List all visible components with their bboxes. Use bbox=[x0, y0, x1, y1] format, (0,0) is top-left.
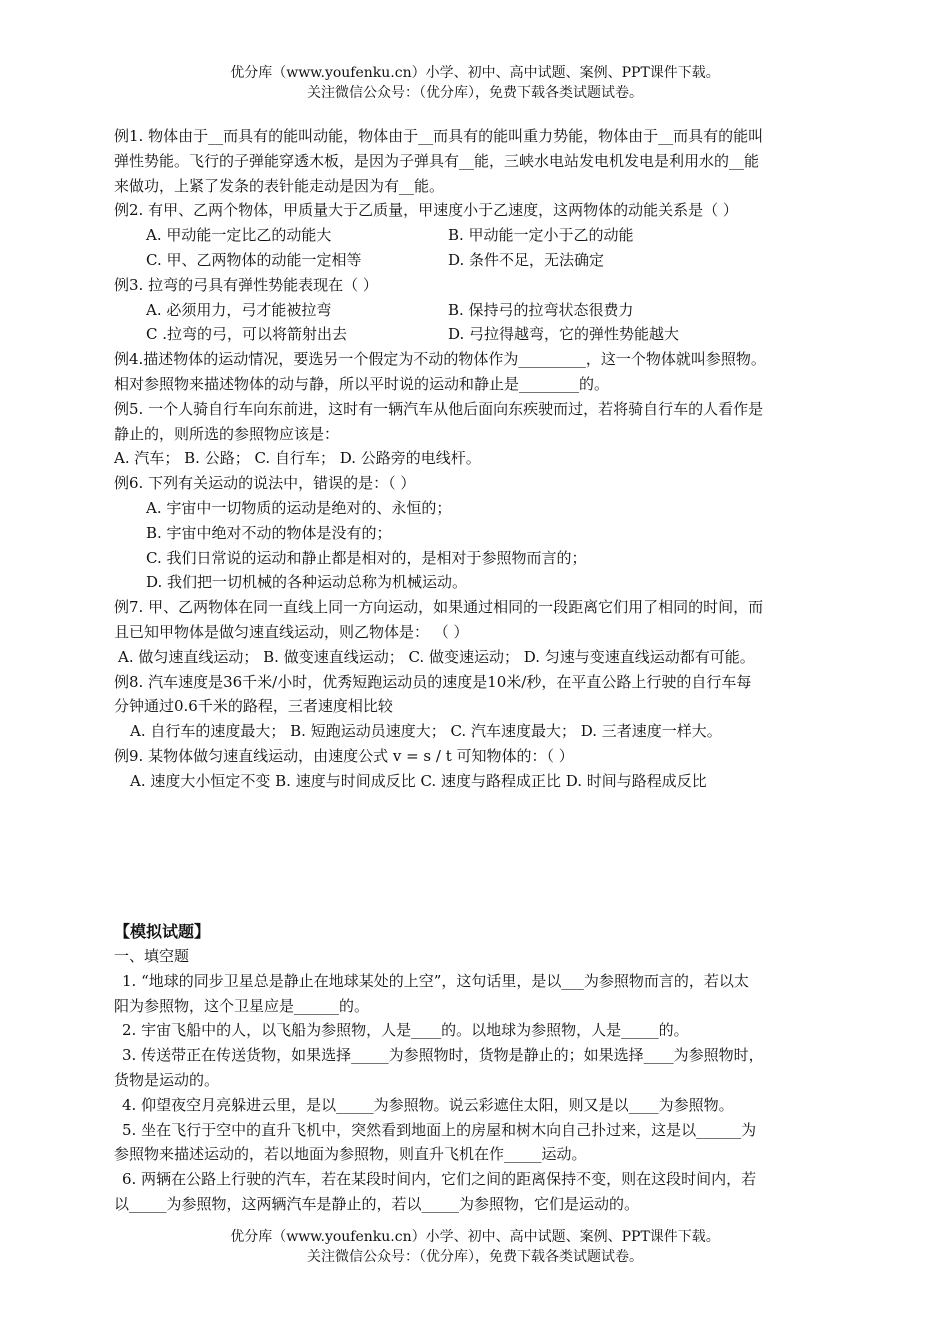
footer-line-2: 关注微信公众号：（优分库），免费下载各类试题试卷。 bbox=[307, 1249, 643, 1265]
fill-question-5-line-2: 参照物来描述运动的，若以地面为参照物，则直升飞机在作_____运动。 bbox=[114, 1145, 587, 1164]
fill-question-2: 2. 宇宙飞船中的人，以飞船为参照物，人是____的。以地球为参照物，人是_____的。 bbox=[122, 1021, 689, 1040]
example-4-line-2: 相对参照物来描述物体的动与静，所以平时说的运动和静止是________的。 bbox=[114, 374, 610, 393]
example-2-options-row-1 bbox=[114, 223, 854, 248]
fill-question-1-line-1: 1. “地球的同步卫星总是静止在地球某处的上空”，这句话里，是以___为参照物而言的，若以太 bbox=[122, 971, 749, 990]
fill-question-3-line-1: 3. 传送带正在传送货物，如果选择_____为参照物时，货物是静止的；如果选择____为参照物时， bbox=[122, 1046, 764, 1065]
example-7-line-2: 且已知甲物体是做匀速直线运动，则乙物体是： （ ） bbox=[114, 622, 469, 641]
simulation-title: 【模拟试题】 bbox=[114, 922, 211, 941]
example-1-line-1: 例1. 物体由于__而具有的能叫动能，物体由于__而具有的能叫重力势能，物体由于__而具有的能叫 bbox=[114, 127, 764, 145]
example-4-line-1: 例4.描述物体的运动情况，要选另一个假定为不动的物体作为_________，这一个物体就叫参照物。 bbox=[114, 350, 766, 369]
example-2-option-c: C. 甲、乙两物体的动能一定相等 bbox=[146, 250, 362, 269]
example-2-options-row-2 bbox=[114, 248, 854, 273]
example-3-option-a: A. 必须用力，弓才能被拉弯 bbox=[146, 300, 332, 319]
example-1-line-2: 弹性势能。飞行的子弹能穿透木板，是因为子弹具有__能，三峡水电站发电机发电是利用水的__能 bbox=[114, 151, 760, 170]
example-5-options: A. 汽车； B. 公路； C. 自行车； D. 公路旁的电线杆。 bbox=[114, 449, 481, 468]
example-2-option-d: D. 条件不足，无法确定 bbox=[448, 250, 605, 269]
example-9-question: 例9. 某物体做匀速直线运动，由速度公式 v = s / t 可知物体的：（ ） bbox=[114, 746, 574, 765]
example-2-question: 例2. 有甲、乙两个物体，甲质量大于乙质量，甲速度小于乙速度，这两物体的动能关系是（ ） bbox=[114, 201, 738, 220]
fill-question-1-line-2: 阳为参照物，这个卫星应是______的。 bbox=[114, 996, 370, 1015]
page-footer bbox=[0, 1227, 950, 1267]
fill-question-6-line-1: 6. 两辆在公路上行驶的汽车，若在某段时间内，它们之间的距离保持不变，则在这段时间内，若 bbox=[122, 1170, 757, 1189]
example-8-options: A. 自行车的速度最大； B. 短跑运动员速度大； C. 汽车速度最大； D. 三者速度一样大。 bbox=[130, 722, 722, 741]
example-3-options-row-2 bbox=[114, 322, 854, 347]
section-heading: 一、填空题 bbox=[114, 947, 190, 965]
example-7-line-1: 例7. 甲、乙两物体在同一直线上同一方向运动，如果通过相同的一段距离它们用了相同的时间，而 bbox=[114, 598, 764, 617]
example-2-option-a: A. 甲动能一定比乙的动能大 bbox=[146, 226, 332, 245]
footer-line-1: 优分库（www.youfenku.cn）小学、初中、高中试题、案例、PPT课件下载。 bbox=[230, 1229, 720, 1245]
example-3-options-row-1 bbox=[114, 298, 854, 323]
example-6-option-a: A. 宇宙中一切物质的运动是绝对的、永恒的； bbox=[146, 498, 452, 517]
example-3-option-b: B. 保持弓的拉弯状态很费力 bbox=[448, 300, 634, 319]
example-8-line-1: 例8. 汽车速度是36千米/小时，优秀短跑运动员的速度是10米/秒，在平直公路上行驶的自行车每 bbox=[114, 672, 752, 691]
examples-section bbox=[114, 124, 854, 794]
simulation-section bbox=[114, 920, 854, 1217]
example-7-options: A. 做匀速直线运动； B. 做变速直线运动； C. 做变速运动； D. 匀速与变速直线运动都有可能。 bbox=[118, 647, 755, 666]
example-3-option-c: C .拉弯的弓，可以将箭射出去 bbox=[146, 325, 348, 344]
example-5-line-1: 例5. 一个人骑自行车向东前进，这时有一辆汽车从他后面向东疾驶而过，若将骑自行车的人看作是 bbox=[114, 399, 764, 418]
fill-question-6-line-2: 以_____为参照物，这两辆汽车是静止的，若以_____为参照物，它们是运动的。 bbox=[114, 1194, 640, 1213]
example-6-option-d: D. 我们把一切机械的各种运动总称为机械运动。 bbox=[146, 573, 468, 592]
example-6-question: 例6. 下列有关运动的说法中，错误的是：（ ） bbox=[114, 474, 416, 493]
example-9-options: A. 速度大小恒定不变 B. 速度与时间成反比 C. 速度与路程成正比 D. 时间与路程成反比 bbox=[130, 771, 707, 790]
example-1-line-3: 来做功，上紧了发条的表针能走动是因为有__能。 bbox=[114, 176, 445, 195]
example-6-option-b: B. 宇宙中绝对不动的物体是没有的； bbox=[146, 523, 392, 542]
example-5-line-2: 静止的，则所选的参照物应该是： bbox=[114, 424, 340, 443]
example-3-option-d: D. 弓拉得越弯，它的弹性势能越大 bbox=[448, 325, 680, 344]
example-2-option-b: B. 甲动能一定小于乙的动能 bbox=[448, 226, 634, 245]
fill-question-4: 4. 仰望夜空月亮躲进云里，是以_____为参照物。说云彩遮住太阳，则又是以____为参照物。 bbox=[122, 1095, 734, 1114]
example-8-line-2: 分钟通过0.6千米的路程，三者速度相比较 bbox=[114, 697, 393, 716]
header-line-2: 关注微信公众号：（优分库），免费下载各类试题试卷。 bbox=[307, 85, 643, 101]
example-6-option-c: C. 我们日常说的运动和静止都是相对的，是相对于参照物而言的； bbox=[146, 548, 587, 567]
fill-question-5-line-1: 5. 坐在飞行于空中的直升飞机中，突然看到地面上的房屋和树木向自己扑过来，这是以______为 bbox=[122, 1120, 757, 1139]
example-3-question: 例3. 拉弯的弓具有弹性势能表现在（ ） bbox=[114, 275, 378, 294]
fill-question-3-line-2: 货物是运动的。 bbox=[114, 1070, 220, 1089]
header-line-1: 优分库（www.youfenku.cn）小学、初中、高中试题、案例、PPT课件下载。 bbox=[230, 65, 720, 81]
page-header bbox=[0, 63, 950, 103]
